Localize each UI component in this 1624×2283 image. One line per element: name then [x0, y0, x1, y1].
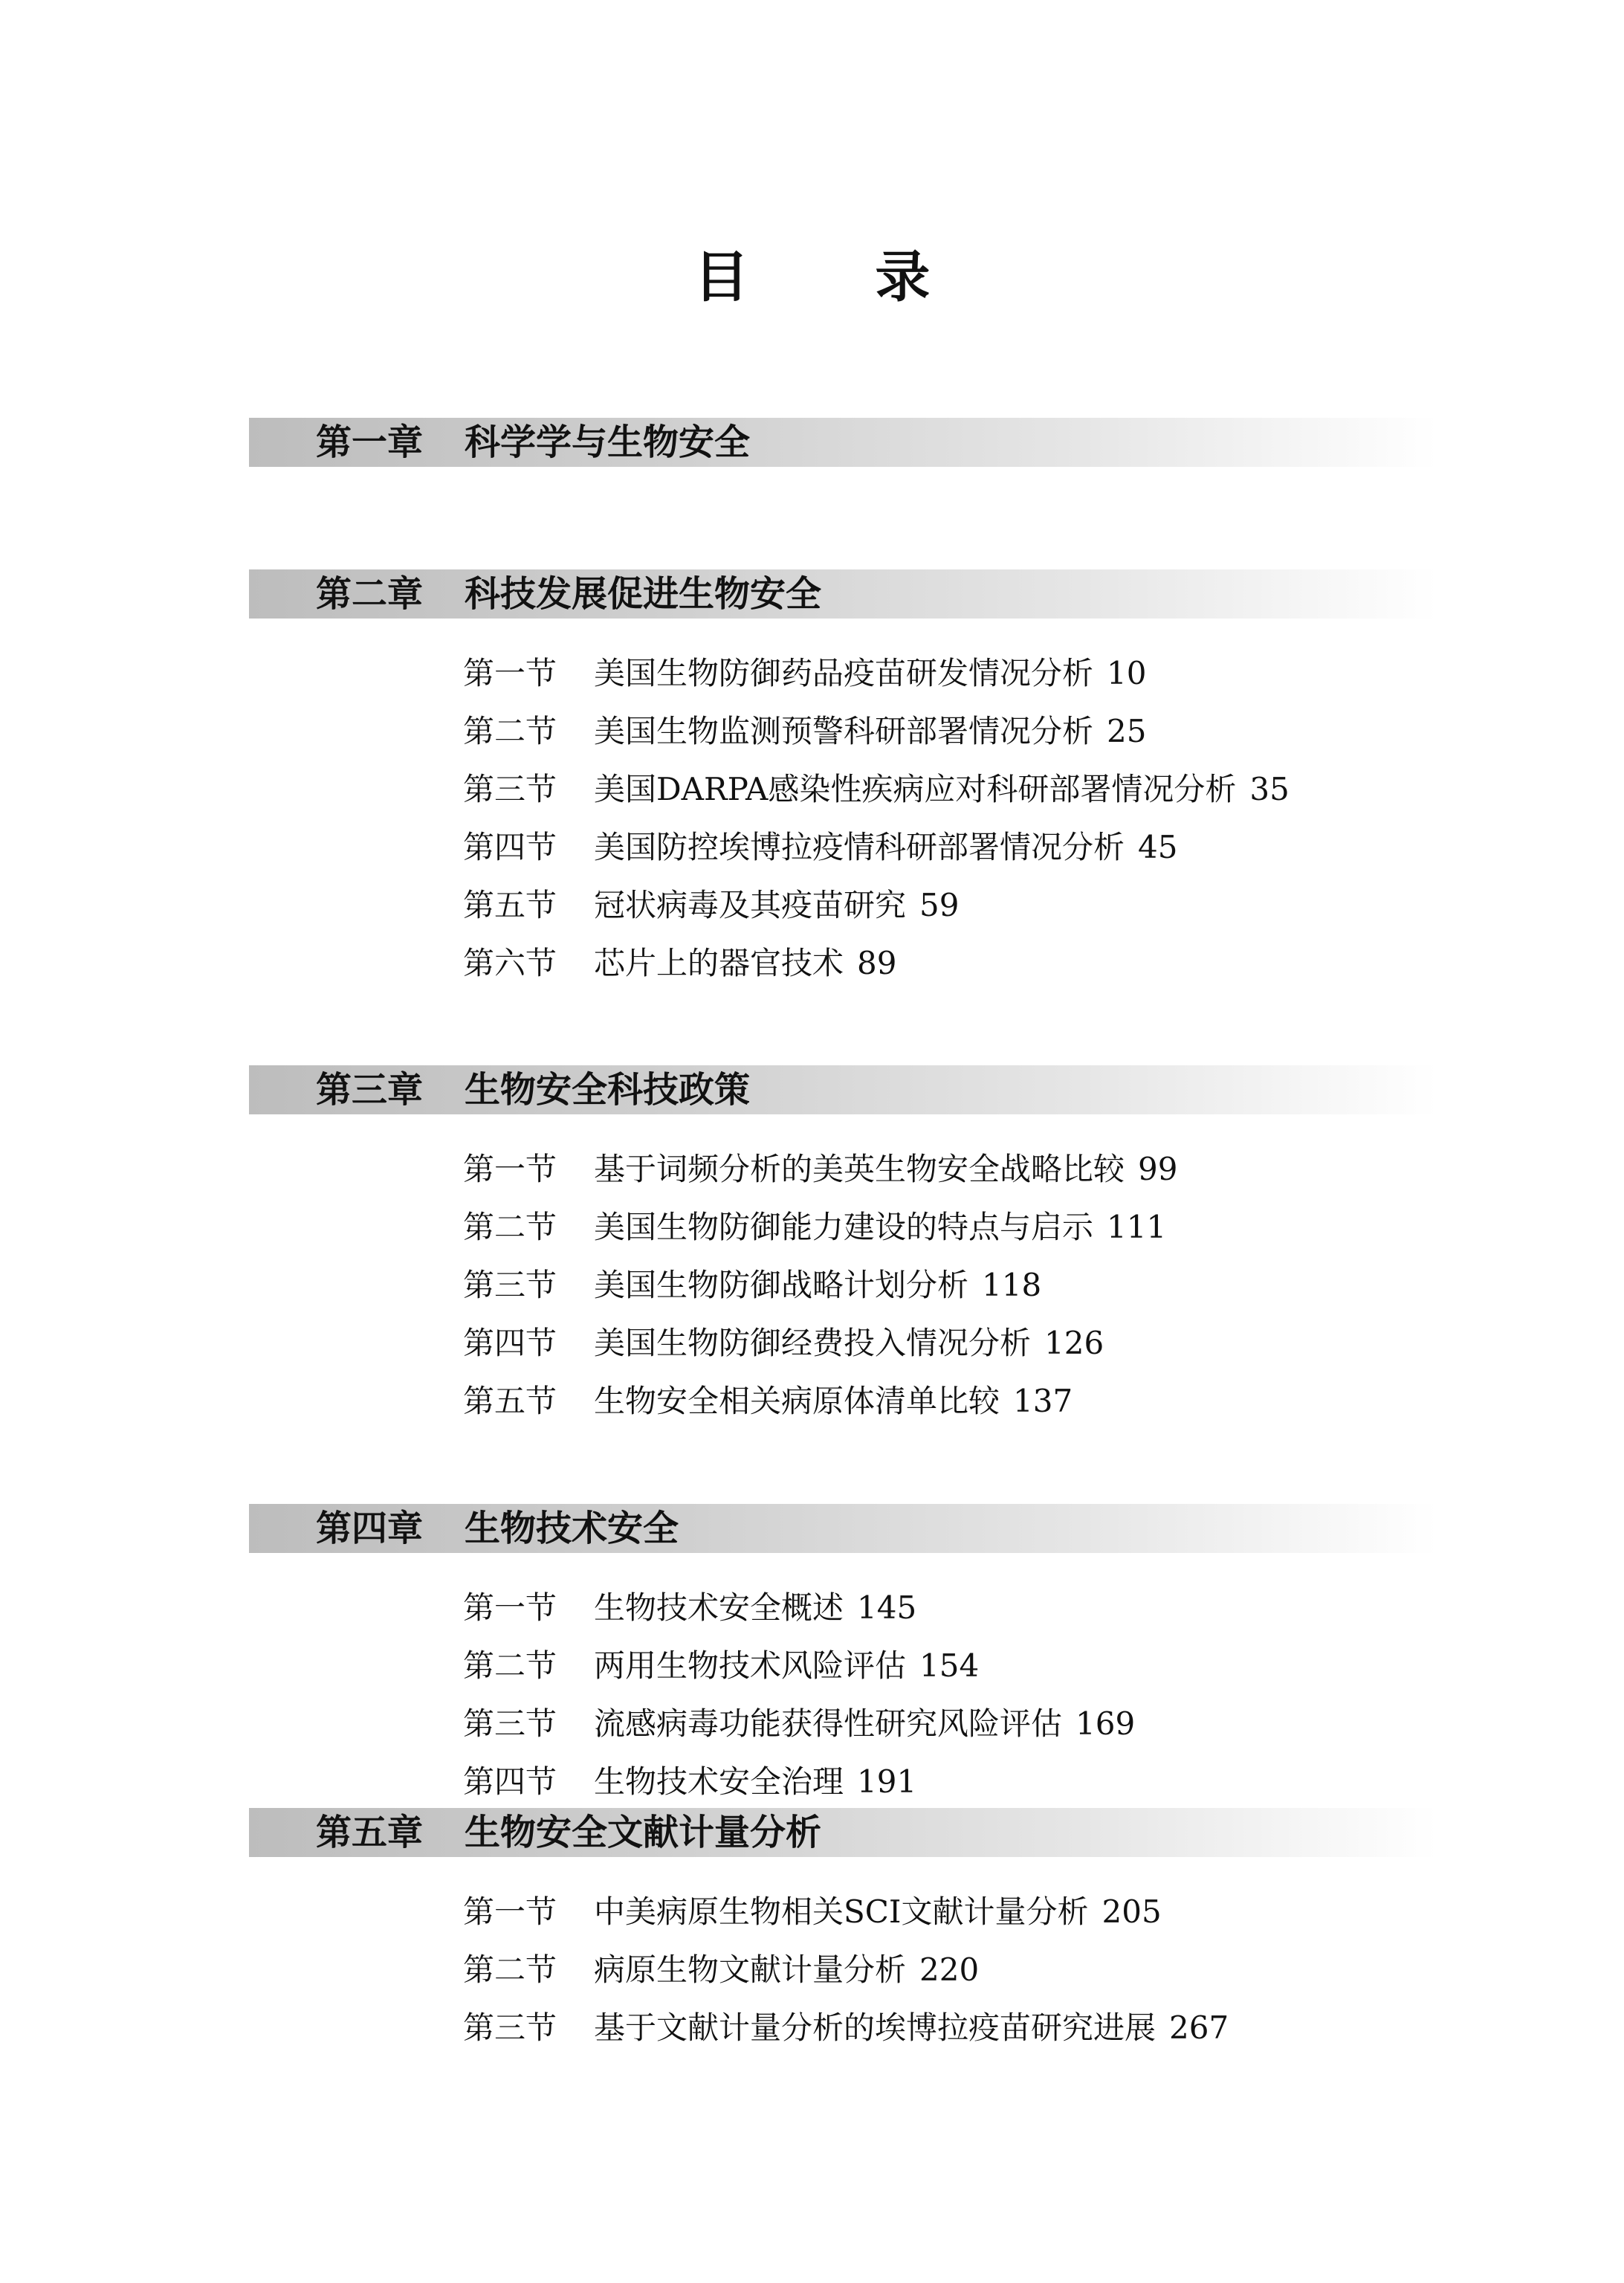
section-number: 第一节: [463, 655, 557, 691]
section-number: 第二节: [463, 1647, 557, 1684]
chapter-number: 第一章: [316, 422, 424, 463]
page-number: 137: [1013, 1383, 1073, 1419]
section-title: 基于文献计量分析的埃博拉疫苗研究进展: [594, 2009, 1156, 2046]
section-title: 生物技术安全治理: [594, 1763, 844, 1800]
page-number: 89: [857, 945, 897, 981]
section-number: 第三节: [463, 2009, 557, 2046]
section-title: 基于词频分析的美英生物安全战略比较: [594, 1151, 1125, 1187]
toc-entry[interactable]: [249, 1941, 1438, 1999]
chapter-title: 生物安全科技政策: [465, 1069, 751, 1111]
chapter-5: [249, 1808, 1438, 2057]
section-title: 美国生物防御药品疫苗研发情况分析: [594, 655, 1094, 691]
chapter-number: 第四章: [316, 1508, 424, 1549]
section-title: 流感病毒功能获得性研究风险评估: [594, 1705, 1063, 1742]
section-number: 第二节: [463, 713, 557, 749]
toc-entry[interactable]: [249, 934, 1438, 992]
section-number: 第一节: [463, 1151, 557, 1187]
page-number: 59: [919, 887, 960, 923]
toc-entry[interactable]: [249, 818, 1438, 876]
page-number: 118: [982, 1267, 1042, 1303]
chapter-heading[interactable]: [249, 1808, 1438, 1857]
toc-entry[interactable]: [249, 703, 1438, 761]
page-number: 267: [1169, 2009, 1229, 2046]
toc-entry[interactable]: [249, 1695, 1438, 1753]
chapter-number: 第二章: [316, 573, 424, 615]
section-title: 两用生物技术风险评估: [594, 1647, 907, 1684]
page-number: 126: [1044, 1325, 1104, 1361]
section-number: 第五节: [463, 887, 557, 923]
toc-entry[interactable]: [249, 645, 1438, 703]
section-title: 冠状病毒及其疫苗研究: [594, 887, 907, 923]
toc-entry[interactable]: [249, 1753, 1438, 1811]
chapter-title: 生物安全文献计量分析: [465, 1812, 822, 1853]
page-number: 45: [1138, 829, 1178, 865]
toc-entry[interactable]: [249, 1999, 1438, 2057]
section-number: 第四节: [463, 1325, 557, 1361]
section-title: 生物安全相关病原体清单比较: [594, 1383, 1000, 1419]
toc-entry[interactable]: [249, 876, 1438, 934]
chapter-title: 科技发展促进生物安全: [465, 573, 822, 615]
section-title: 美国生物防御经费投入情况分析: [594, 1325, 1032, 1361]
section-number: 第一节: [463, 1589, 557, 1626]
page-number: 99: [1138, 1151, 1178, 1187]
toc-entry[interactable]: [249, 1140, 1438, 1198]
chapter-heading[interactable]: [249, 569, 1438, 619]
page-number: 111: [1107, 1209, 1167, 1245]
toc-entry[interactable]: [249, 1637, 1438, 1695]
section-title: 美国生物防御战略计划分析: [594, 1267, 969, 1303]
toc-entry[interactable]: [249, 1314, 1438, 1372]
section-title: 美国生物监测预警科研部署情况分析: [594, 713, 1094, 749]
toc-entry[interactable]: [249, 1198, 1438, 1256]
page-number: 191: [857, 1763, 917, 1800]
chapter-4: [249, 1504, 1438, 1811]
page-number: 35: [1249, 771, 1290, 807]
section-number: 第六节: [463, 945, 557, 981]
section-title: 美国防控埃博拉疫情科研部署情况分析: [594, 829, 1125, 865]
toc-entry[interactable]: [249, 761, 1438, 818]
page-number: 220: [919, 1951, 980, 1988]
page-number: 154: [919, 1647, 980, 1684]
section-title: 芯片上的器官技术: [594, 945, 844, 981]
chapter-heading[interactable]: [249, 1504, 1438, 1553]
section-number: 第二节: [463, 1951, 557, 1988]
section-number: 第三节: [463, 1705, 557, 1742]
section-title: 中美病原生物相关SCI文献计量分析: [594, 1893, 1089, 1930]
chapter-number: 第三章: [316, 1069, 424, 1111]
section-number: 第二节: [463, 1209, 557, 1245]
chapter-3: [249, 1065, 1438, 1430]
page-number: 205: [1101, 1893, 1162, 1930]
toc-entry[interactable]: [249, 1256, 1438, 1314]
chapter-heading[interactable]: [249, 1065, 1438, 1114]
section-number: 第四节: [463, 829, 557, 865]
page-number: 10: [1107, 655, 1147, 691]
section-number: 第一节: [463, 1893, 557, 1930]
toc-entry[interactable]: [249, 1883, 1438, 1941]
page-number: 25: [1107, 713, 1147, 749]
section-number: 第五节: [463, 1383, 557, 1419]
chapter-title: 生物技术安全: [465, 1508, 679, 1549]
chapter-1: [249, 418, 1438, 467]
page-title: 目 录: [693, 245, 984, 309]
page-number: 145: [857, 1589, 917, 1626]
toc-entry[interactable]: [249, 1372, 1438, 1430]
toc-entry[interactable]: [249, 1579, 1438, 1637]
section-title: 美国DARPA感染性疾病应对科研部署情况分析: [594, 771, 1237, 807]
chapter-heading[interactable]: [249, 418, 1438, 467]
chapter-title: 科学学与生物安全: [465, 422, 751, 463]
section-number: 第四节: [463, 1763, 557, 1800]
section-title: 病原生物文献计量分析: [594, 1951, 907, 1988]
chapter-number: 第五章: [316, 1812, 424, 1853]
chapter-2: [249, 569, 1438, 992]
section-number: 第三节: [463, 771, 557, 807]
section-number: 第三节: [463, 1267, 557, 1303]
section-title: 美国生物防御能力建设的特点与启示: [594, 1209, 1094, 1245]
page-number: 169: [1075, 1705, 1136, 1742]
section-title: 生物技术安全概述: [594, 1589, 844, 1626]
